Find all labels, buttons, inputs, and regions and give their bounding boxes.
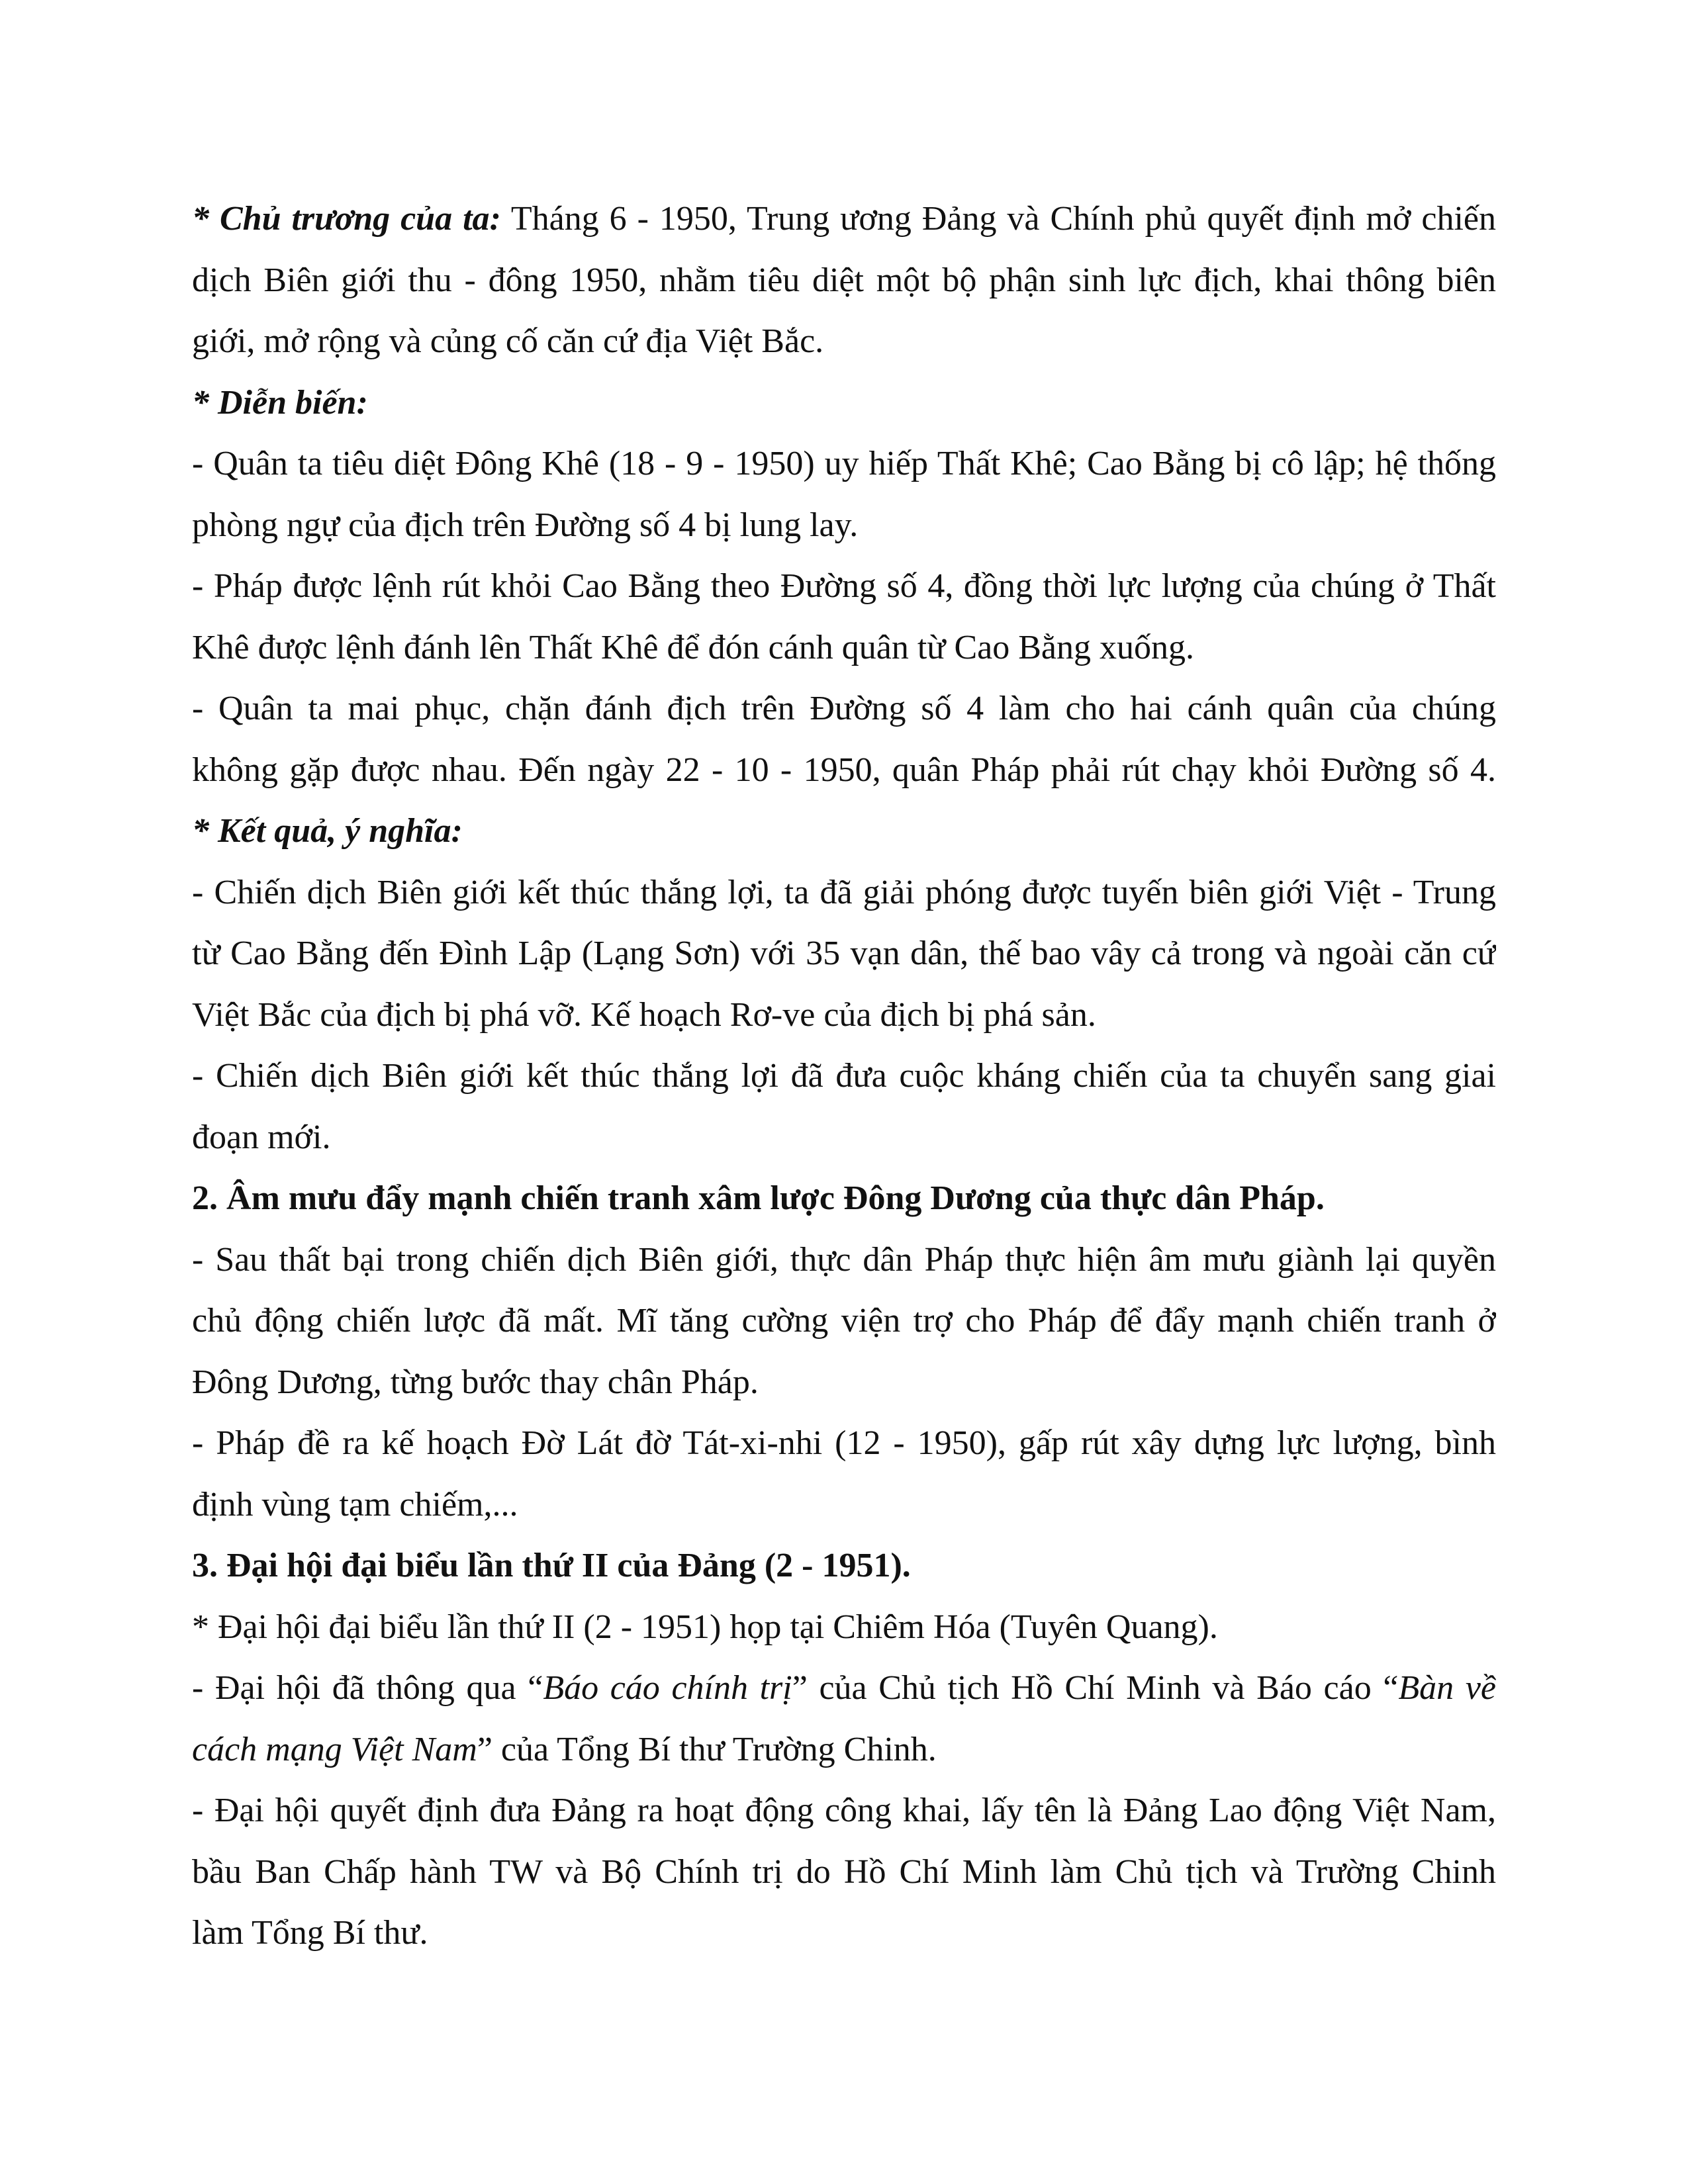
- paragraph-line: giới, mở rộng và củng cố căn cứ địa Việt Bắc.: [192, 322, 824, 360]
- paragraph-line: đoạn mới.: [192, 1118, 331, 1156]
- document-title-italic: cách mạng Việt Nam: [192, 1730, 477, 1768]
- document-title-italic: Báo cáo chính trị: [543, 1669, 792, 1707]
- paragraph-line: - Quân ta mai phục, chặn đánh địch trên Đường số 4 làm cho hai cánh quân của chúng: [192, 690, 1496, 727]
- paragraph-line: Việt Bắc của địch bị phá vỡ. Kế hoạch Rơ-ve của địch bị phá sản.: [192, 995, 1096, 1034]
- paragraph-line: - Đại hội quyết định đưa Đảng ra hoạt động công khai, lấy tên là Đảng Lao động Việt Nam,: [192, 1792, 1496, 1829]
- paragraph-line: Khê được lệnh đánh lên Thất Khê để đón cánh quân từ Cao Bằng xuống.: [192, 628, 1194, 666]
- paragraph-line: - Chiến dịch Biên giới kết thúc thắng lợi đã đưa cuộc kháng chiến của ta chuyển sang giai: [192, 1057, 1496, 1095]
- section-label: * Diễn biến:: [192, 383, 368, 422]
- paragraph-line: [192, 189, 1496, 250]
- paragraph-line: định vùng tạm chiếm,...: [192, 1485, 518, 1524]
- paragraph-line: bầu Ban Chấp hành TW và Bộ Chính trị do Hồ Chí Minh làm Chủ tịch và Trường Chinh: [192, 1852, 1496, 1891]
- document-page: [192, 189, 1496, 1964]
- section-heading: 2. Âm mưu đẩy mạnh chiến tranh xâm lược Đông Dương của thực dân Pháp.: [192, 1179, 1325, 1217]
- section-label: * Kết quả, ý nghĩa:: [192, 812, 463, 850]
- paragraph-line: - Quân ta tiêu diệt Đông Khê (18 - 9 - 1950) uy hiếp Thất Khê; Cao Bằng bị cô lập; hệ thống: [192, 445, 1496, 482]
- paragraph-line: Đông Dương, từng bước thay chân Pháp.: [192, 1363, 759, 1401]
- paragraph-line: phòng ngự của địch trên Đường số 4 bị lung lay.: [192, 506, 859, 544]
- document-title-italic: Bàn về: [1398, 1669, 1496, 1707]
- line-text: Tháng 6 - 1950, Trung ương Đảng và Chính phủ quyết định mở chiến: [500, 200, 1496, 238]
- line-text: - Đại hội đã thông qua “: [192, 1669, 543, 1707]
- paragraph-line: [192, 1719, 1496, 1781]
- paragraph-line: chủ động chiến lược đã mất. Mĩ tăng cường viện trợ cho Pháp để đẩy mạnh chiến tranh ở: [192, 1302, 1496, 1340]
- paragraph-line: - Pháp đề ra kế hoạch Đờ Lát đờ Tát-xi-nhi (12 - 1950), gấp rút xây dựng lực lượng, bình: [192, 1424, 1496, 1462]
- paragraph-line: làm Tổng Bí thư.: [192, 1914, 428, 1952]
- paragraph-line: [192, 1658, 1496, 1719]
- section-heading: 3. Đại hội đại biểu lần thứ II của Đảng (2 - 1951).: [192, 1547, 911, 1584]
- paragraph-line: - Sau thất bại trong chiến dịch Biên giới, thực dân Pháp thực hiện âm mưu giành lại quyền: [192, 1240, 1496, 1279]
- section-label: * Chủ trương của ta:: [192, 200, 501, 238]
- line-text: ” của Chủ tịch Hồ Chí Minh và Báo cáo “: [792, 1669, 1399, 1707]
- line-text: ” của Tổng Bí thư Trường Chinh.: [477, 1730, 937, 1768]
- paragraph-line: từ Cao Bằng đến Đình Lập (Lạng Sơn) với 35 vạn dân, thế bao vây cả trong và ngoài căn cứ: [192, 934, 1496, 972]
- paragraph-line: * Đại hội đại biểu lần thứ II (2 - 1951) họp tại Chiêm Hóa (Tuyên Quang).: [192, 1608, 1218, 1646]
- paragraph-line: - Chiến dịch Biên giới kết thúc thắng lợi, ta đã giải phóng được tuyến biên giới Việt - Trung: [192, 873, 1496, 911]
- paragraph-line: dịch Biên giới thu - đông 1950, nhằm tiêu diệt một bộ phận sinh lực địch, khai thông biên: [192, 261, 1496, 299]
- paragraph-line: không gặp được nhau. Đến ngày 22 - 10 - 1950, quân Pháp phải rút chạy khỏi Đường số 4.: [192, 751, 1496, 789]
- paragraph-line: - Pháp được lệnh rút khỏi Cao Bằng theo Đường số 4, đồng thời lực lượng của chúng ở Thất: [192, 567, 1496, 605]
